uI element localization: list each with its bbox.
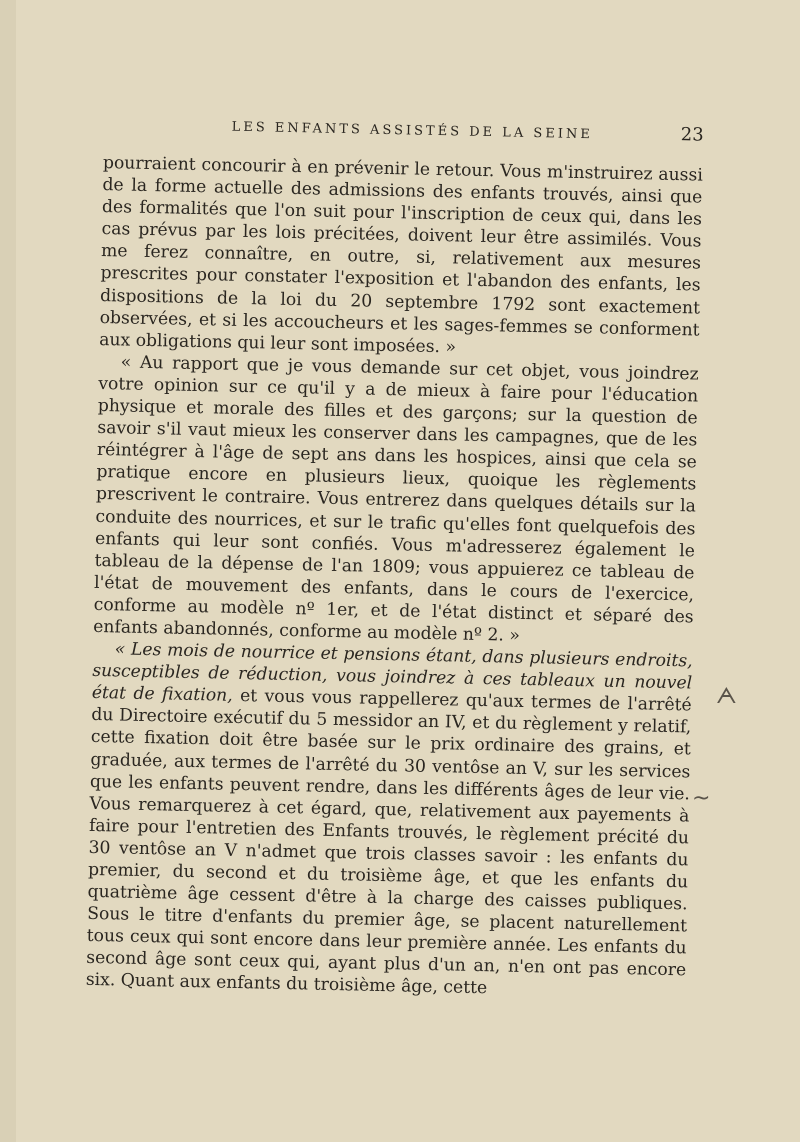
paragraph-1: pourraient concourir à en prévenir le retour. Vous m'instruirez aussi de la forme actuelle des admissions des enfants trouvés, ainsi que des formalités que l'on suit pour l'inscription de ceux qui, dans les cas prévus par les lois précitées, doivent leur être assimilés. Vous me ferez connaître, en outre, si, relativement aux mesures prescrites pour constater l'exposition et l'abandon des enfants, les dispositions de la loi du 20 septembre 1792 sont exactement observées, et si les accoucheurs et les sages-femmes se conforment aux obligations qui leur sont imposées. »	[99, 152, 704, 358]
page-number: 23	[680, 124, 704, 146]
margin-annotation-mark: ᗅ	[716, 684, 737, 709]
body-text	[86, 152, 703, 1004]
paragraph-3-text: et vous vous rappellerez qu'aux termes de l'arrêté du Directoire exécutif du 5 messidor an IV, et du règlement y relatif, cette fixation doit être basée sur le prix ordinaire des grains, et graduée, aux termes de l'arrêté du 30 ventôse an V, sur les services que les enfants peuvent rendre, dans les différents âges de leur vie. Vous remarquerez à cet égard, que, relativement aux payements à faire pour l'entretien des Enfants trouvés, le règlement précité du 30 ventôse an V n'admet que trois classes savoir : les enfants du premier, du second et du troisième âge, et que les enfants du quatrième âge cessent d'être à la charge des caisses publiques. Sous le titre d'enfants du premier âge, se placent naturellement tous ceux qui sont encore dans leur première année. Les enfants du second âge sont ceux qui, ayant plus d'un an, n'en ont pas encore six. Quant aux enfants du troisième âge, cette	[85, 686, 692, 999]
paragraph-2: « Au rapport que je vous demande sur cet objet, vous joindrez votre opinion sur ce qu'il y a de mieux à faire pour l'éducation physique et morale des filles et des garçons; sur la question de savoir s'il vaut mieux les conserver dans les campagnes, que de les réintégrer à l'âge de sept ans dans les hospices, ainsi que cela se pratique encore en plusieurs lieux, quoique les règlements prescrivent le contraire. Vous entrerez dans quelques détails sur la conduite des nourrices, et sur le trafic qu'elles font quelquefois des enfants qui leur sont confiés. Vous m'adresserez également le tableau de la dépense de l'an 1809; vous appuierez ce tableau de l'état de mouvement des enfants, dans le cours de l'exercice, conforme au modèle nº 1er, et de l'état distinct et séparé des enfants abandonnés, conforme au modèle nº 2. »	[93, 352, 699, 646]
running-head	[103, 112, 703, 153]
paragraph-3	[86, 638, 693, 1004]
running-title: LES ENFANTS ASSISTÉS DE LA SEINE	[231, 119, 593, 143]
book-page	[16, 0, 800, 1142]
page-content	[86, 112, 704, 1004]
margin-annotation-mark: ~	[692, 786, 711, 811]
paragraph-3-italic: « Les mois de nourrice et pensions étant, dans plusieurs endroits, susceptibles de réduction, vous joindrez à ces tableaux un nouvel état de fixation,	[91, 639, 693, 707]
